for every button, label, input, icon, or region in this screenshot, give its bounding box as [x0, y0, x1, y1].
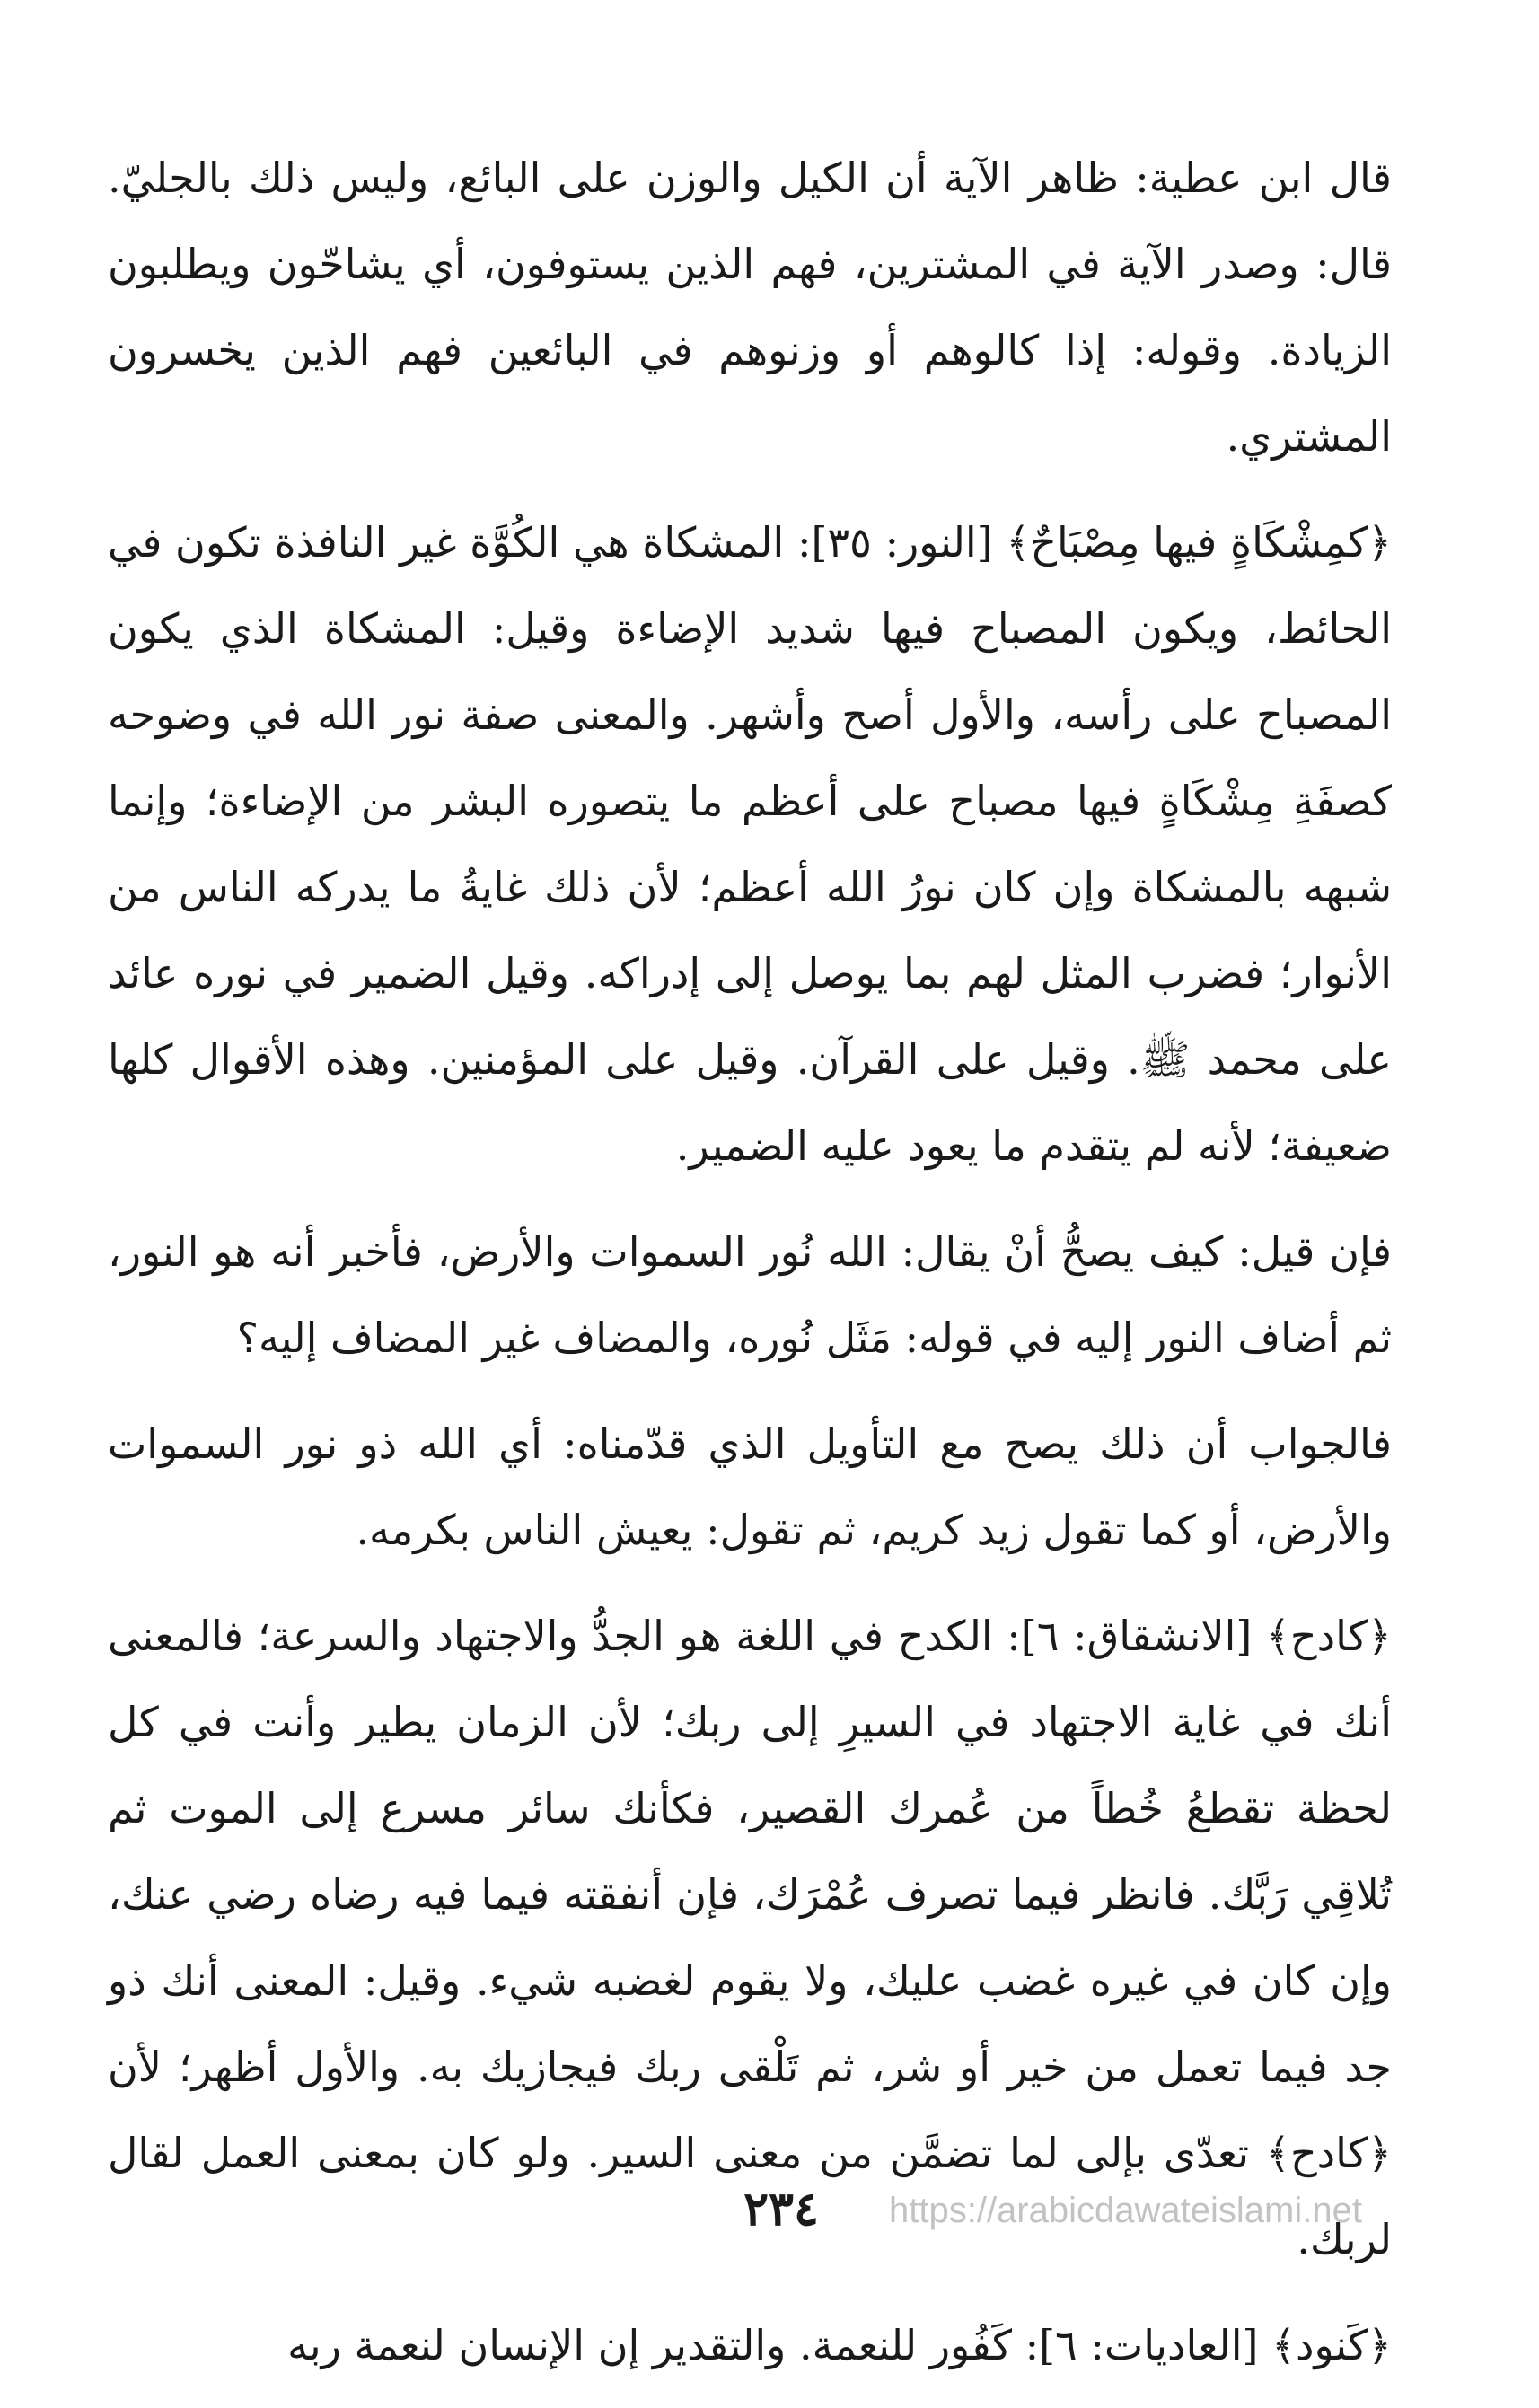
- page-number: ٢٣٤: [743, 2182, 819, 2237]
- paragraph-kadih: ﴿كادح﴾ [الانشقاق: ٦]: الكدح في اللغة هو الجدُّ والاجتهاد والسرعة؛ فالمعنى أنك في غاية الاجتهاد في السيرِ إلى ربك؛ لأن الزمان يطير وأنت في كل لحظة تقطعُ خُطاً من عُمرك القصير، فكأنك سائر مسرع إلى الموت ثم تُلاقِي رَبَّك. فانظر فيما تصرف عُمْرَك، فإن أنفقته فيما فيه رضاه رضي عنك، وإن كان في غيره غضب عليك، ولا يقوم لغضبه شيء. وقيل: المعنى أنك ذو جد فيما تعمل من خير أو شر، ثم تَلْقى ربك فيجازيك به. والأول أظهر؛ لأن ﴿كادح﴾ تعدّى بإلى لما تضمَّن من معنى السير. ولو كان بمعنى العمل لقال لربك.: [108, 1612, 1392, 2263]
- watermark-url: https://arabicdawateislami.net: [889, 2191, 1362, 2230]
- paragraph-mishkat: ﴿كمِشْكَاةٍ فيها مِصْبَاحٌ﴾ [النور: ٣٥]: المشكاة هي الكُوَّة غير النافذة تكون في الحائط، ويكون المصباح فيها شديد الإضاءة وقيل: المشكاة الذي يكون المصباح على رأسه، والأول أصح وأشهر. والمعنى صفة نور الله في وضوحه كصفَةِ مِشْكَاةٍ فيها مصباح على أعظم ما يتصوره البشر من الإضاءة؛ وإنما شبهه بالمشكاة وإن كان نورُ الله أعظم؛ لأن ذلك غايةُ ما يدركه الناس من الأنوار؛ فضرب المثل لهم بما يوصل إلى إدراكه. وقيل الضمير في نوره عائد على محمد ﷺ. وقيل على القرآن. وقيل على المؤمنين. وهذه الأقوال كلها ضعيفة؛ لأنه لم يتقدم ما يعود عليه الضمير.: [108, 518, 1392, 1170]
- paragraph-question: فإن قيل: كيف يصحُّ أنْ يقال: الله نُور السموات والأرض، فأخبر أنه هو النور، ثم أضاف النور إليه في قوله: مَثَل نُوره، والمضاف غير المضاف إليه؟: [108, 1227, 1392, 1362]
- paragraph-ibn-atiyya: قال ابن عطية: ظاهر الآية أن الكيل والوزن على البائع، وليس ذلك بالجليّ. قال: وصدر الآية في المشترين، فهم الذين يستوفون، أي يشاحّون ويطلبون الزيادة. وقوله: إذا كالوهم أو وزنوهم في البائعين فهم الذين يخسرون المشتري.: [108, 154, 1392, 461]
- paragraph-kanud: ﴿كَنود﴾ [العاديات: ٦]: كَفُور للنعمة. والتقدير إن الإنسان لنعمة ربه: [287, 2321, 1392, 2369]
- paragraph-answer: فالجواب أن ذلك يصح مع التأويل الذي قدّمناه: أي الله ذو نور السموات والأرض، أو كما تقول زيد كريم، ثم تقول: يعيش الناس بكرمه.: [108, 1419, 1392, 1554]
- page-body: [108, 135, 1392, 2408]
